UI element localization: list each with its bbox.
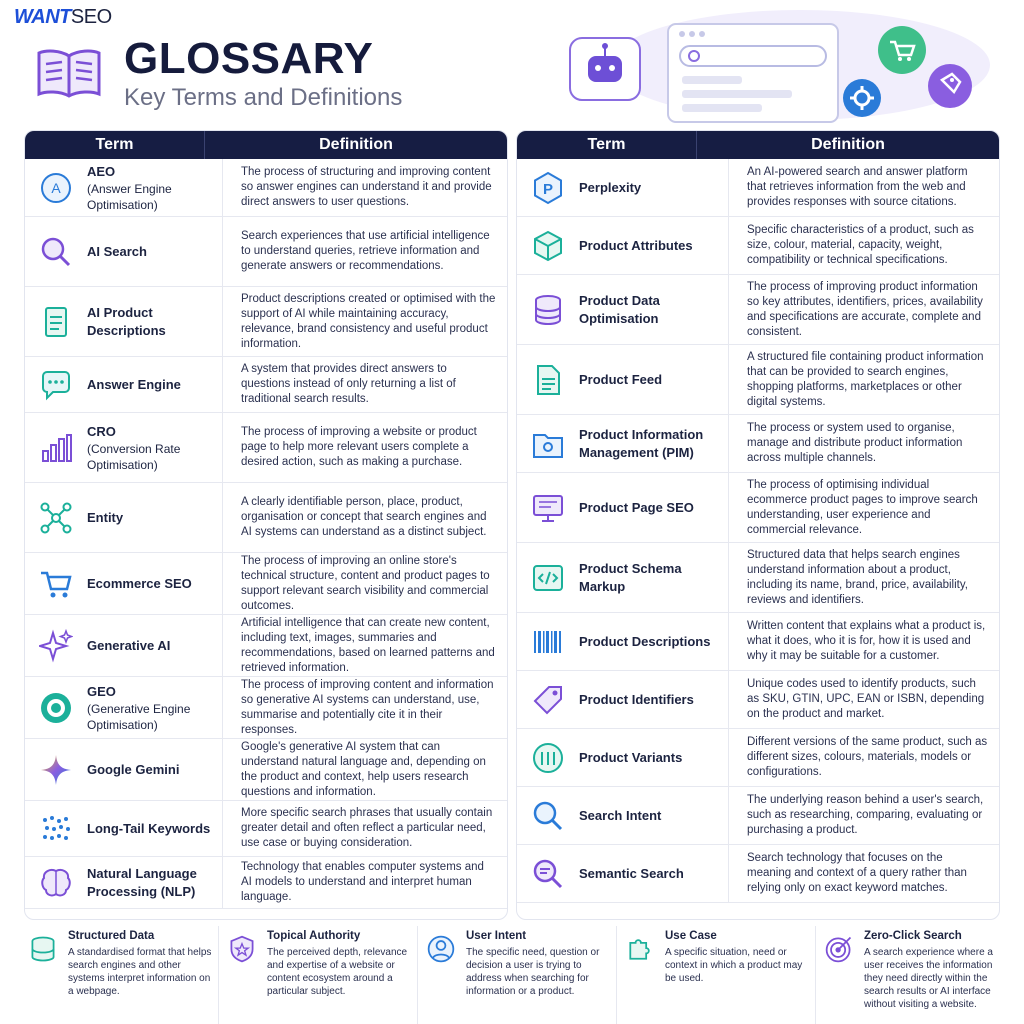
definition-cell: Product descriptions created or optimised with the support of AI while maintaining accuracy, relevance, brand consistency and useful product information. [241,292,496,350]
definition-cell: A clearly identifiable person, place, product, organisation or concept that search engines and AI systems can understand as a distinct subject. [241,496,487,538]
header-definition: Definition [319,136,393,153]
chat-bubble-icon [25,368,87,402]
magnifier-icon [25,235,87,269]
definition-cell: A system that provides direct answers to questions instead of only returning a list of traditional search results. [241,363,456,405]
cart-icon [25,567,87,601]
term-cell [87,553,223,614]
stack-icon [26,930,60,1020]
term-cell [579,415,729,472]
sparkle-icon [25,629,87,663]
term-label: Product Variants [579,749,683,765]
term-label: Entity [87,509,124,525]
term-cell [87,483,223,552]
table-row [25,615,507,677]
definition-cell: Different versions of the same product, such as different sizes, colours, materials, models or configurations. [747,736,988,778]
document-icon [25,305,87,339]
target-ring-icon [25,691,87,725]
term-cell [87,677,223,738]
term-label: Product Information Management (PIM) [579,426,704,460]
table-row [517,217,999,275]
definition-cell: Artificial intelligence that can create new content, including text, images, summaries and recommendations, based on learned patterns and retrieved information. [241,616,495,674]
term-cell [579,159,729,216]
term-cell [579,345,729,414]
table-row [25,159,507,217]
term-label: Long-Tail Keywords [87,820,211,836]
bottom-term-definition: A specific situation, need or context in which a product may be used. [665,947,803,984]
definition-cell: Search experiences that use artificial intelligence to understand queries, retrieve information and generate answers or recommendations. [241,230,490,272]
chatbot-icon [570,38,640,100]
gear-badge-icon [843,79,881,117]
table-row [25,857,507,909]
definition-cell: The process or system used to organise, manage and distribute product information across multiple channels. [747,422,963,464]
table-row [25,217,507,287]
logo-ant: ANT [31,6,71,28]
table-row [517,787,999,845]
logo-w: W [14,6,32,28]
term-label: Product Page SEO [579,499,694,515]
svg-text:P: P [542,180,554,198]
term-label: Product Descriptions [579,633,711,649]
term-cell [579,787,729,844]
term-label: Product Identifiers [579,691,694,707]
table-row [517,345,999,415]
term-cell [87,287,223,356]
header-definition: Definition [811,136,885,153]
puzzle-icon [623,930,657,1020]
term-label: Product Data Optimisation [579,292,660,326]
term-label: Product Feed [579,371,663,387]
term-label: Ecommerce SEO [87,575,192,591]
table-row [25,677,507,739]
definition-cell: Search technology that focuses on the meaning and context of a query rather than relying only on exact keyword matches. [747,852,967,894]
bottom-term-label: Structured Data [68,930,155,942]
header-illustration [550,10,1010,130]
term-label: Answer Engine [87,376,181,392]
table-row [25,801,507,857]
term-cell [87,739,223,800]
bottom-term-definition: A search experience where a user receives the information they need directly within the search results or AI interface without visiting a website. [864,947,993,1010]
term-cell [579,845,729,902]
monitor-icon [517,491,579,525]
table-row [517,159,999,217]
cart-badge-icon [878,26,926,74]
term-label: Perplexity [579,179,642,195]
definition-cell: The process of improving an online store's technical structure, content and product pages to support relevant search visibility and commercial outcomes. [241,554,490,612]
term-label: Search Intent [579,807,662,823]
term-label: Semantic Search [579,865,684,881]
definition-cell: A structured file containing product information that can be provided to search engines, shopping platforms, marketplaces or other digital systems. [747,350,984,408]
glossary-table-left [24,130,508,920]
term-label: Product Attributes [579,237,693,253]
definition-cell: The process of optimising individual ecommerce product pages to improve search understanding, user experience and commercial relevance. [747,478,978,536]
bottom-term-label: Zero-Click Search [864,930,962,942]
definition-cell: The process of structuring and improving content so answer engines can understand it and provide direct answers to user questions. [241,166,492,208]
table-row [25,287,507,357]
table-row [517,845,999,903]
bottom-term-label: User Intent [466,930,527,942]
bottom-term-label: Use Case [665,930,717,942]
term-label: CRO [87,423,116,439]
definition-cell: Structured data that helps search engines understand information about a product, including its name, brand, price, availability, reviews and identifiers. [747,548,968,606]
bullseye-icon [822,930,856,1020]
term-expansion: (Generative Engine Optimisation) [87,701,191,732]
browser-window-icon [668,24,838,122]
definition-cell: An AI-powered search and answer platform that retrieves information from the web and provides responses with source citations. [747,166,968,208]
bottom-term-definition: A standardised format that helps search engines and other systems interpret information on a webpage. [68,947,212,997]
term-cell [87,801,223,856]
header-term: Term [517,131,697,159]
code-window-icon [517,561,579,595]
term-cell [579,671,729,728]
term-cell [579,613,729,670]
perplexity-p-icon [517,171,579,205]
term-cell [579,217,729,274]
bottom-term-definition: The specific need, question or decision a user is trying to address when searching for information or a product. [466,947,600,997]
user-circle-icon [424,930,458,1020]
term-cell [87,413,223,482]
table-row [517,729,999,787]
table-row [25,483,507,553]
term-expansion: (Conversion Rate Optimisation) [87,441,181,472]
term-cell [87,615,223,676]
variants-icon [517,741,579,775]
definition-cell: Google's generative AI system that can understand natural language and, depending on the product and context, help users research questions and information. [241,740,486,798]
brain-icon [25,866,87,900]
term-cell [579,543,729,612]
term-label: Generative AI [87,637,171,653]
database-icon [517,293,579,327]
term-cell [579,473,729,542]
table-row [25,739,507,801]
aeo-a-icon [25,171,87,205]
brand-logo [14,6,112,29]
table-row [517,543,999,613]
shield-star-icon [225,930,259,1020]
table-row [25,357,507,413]
term-cell [579,275,729,344]
term-label: Google Gemini [87,761,180,777]
dots-grid-icon [25,812,87,846]
bottom-term-definition: The perceived depth, relevance and expertise of a website or content ecosystem around a particular subject. [267,947,408,997]
definition-cell: More specific search phrases that usually contain greater detail and often reflect a particular need, use case or buying consideration. [241,807,493,849]
term-cell [579,729,729,786]
folder-icon [517,427,579,461]
term-label: AI Search [87,243,147,259]
bottom-terms-strip [0,926,1024,1024]
tag-icon [517,683,579,717]
table-row [517,613,999,671]
definition-cell: Specific characteristics of a product, such as size, colour, material, capacity, weight, compatibility or technical specifications. [747,224,974,266]
table-header [25,131,507,159]
page-title: GLOSSARY [124,34,374,83]
definition-cell: The process of improving product information so key attributes, identifiers, prices, availability and specifications are accurate, complete and consistent. [747,280,983,338]
table-header [517,131,999,159]
bottom-term-item [418,926,617,1024]
term-cell [87,217,223,286]
bottom-term-item [617,926,816,1024]
search-icon [517,799,579,833]
term-label: Product Schema Markup [579,560,682,594]
term-expansion: (Answer Engine Optimisation) [87,181,172,212]
svg-text:A: A [51,179,61,196]
table-row [25,553,507,615]
bottom-term-item [219,926,418,1024]
bar-chart-icon [25,431,87,465]
table-row [25,413,507,483]
table-row [517,671,999,729]
cube-icon [517,229,579,263]
tag-badge-icon [928,64,972,108]
definition-cell: Technology that enables computer systems and AI models to understand and interpret human language. [241,861,484,903]
definition-cell: The process of improving a website or product page to help more relevant users complete a desired action, such as making a purchase. [241,426,477,468]
page-subtitle: Key Terms and Definitions [124,84,403,111]
term-cell [87,357,223,412]
logo-seo: SEO [70,6,112,28]
definition-cell: The underlying reason behind a user's search, such as researching, comparing, evaluating or purchasing a product. [747,794,984,836]
bottom-term-item [816,926,1014,1024]
table-row [517,275,999,345]
bottom-term-item [20,926,219,1024]
feed-file-icon [517,363,579,397]
term-label: Natural Language Processing (NLP) [87,865,197,899]
table-row [517,473,999,543]
definition-cell: The process of improving content and information so generative AI systems can understand, use, summarise and potentially cite it in their responses. [241,678,494,736]
term-label: GEO [87,683,116,699]
open-book-icon [36,48,102,98]
glossary-table-right [516,130,1000,920]
barcode-icon [517,625,579,659]
semantic-search-icon [517,857,579,891]
bottom-term-label: Topical Authority [267,930,361,942]
term-cell [87,857,223,908]
term-cell [87,159,223,216]
gemini-star-icon [25,753,87,787]
table-row [517,415,999,473]
term-label: AI Product Descriptions [87,304,166,338]
header-term: Term [25,131,205,159]
term-label: AEO [87,163,116,179]
network-icon [25,501,87,535]
definition-cell: Unique codes used to identify products, such as SKU, GTIN, UPC, EAN or ISBN, depending on the product and market. [747,678,985,720]
definition-cell: Written content that explains what a product is, what it does, who it is for, how it is used and why it may be suitable for a customer. [747,620,986,662]
